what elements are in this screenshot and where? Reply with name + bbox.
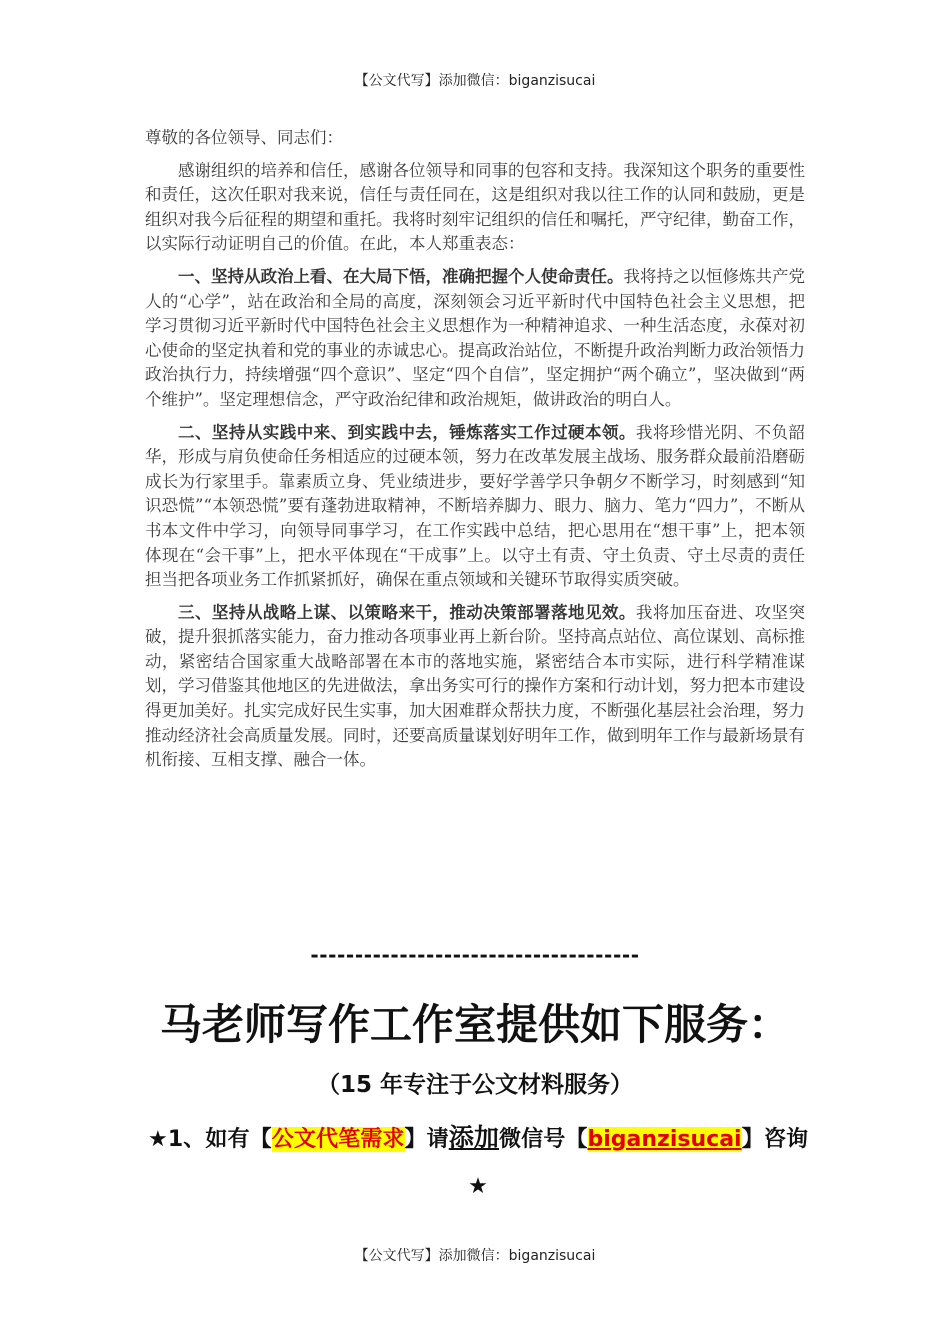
greeting: 尊敬的各位领导、同志们： — [145, 128, 343, 147]
promo-mid: 】请 — [404, 1127, 449, 1152]
promo-wechat: 微信号【 — [499, 1127, 588, 1152]
section-body: 我将珍惜光阴、不负韶华，形成与肩负使命任务相适应的过硬本领，努力在改革发展主战场、服务群众最前沿磨砺成长为行家里手。靠素质立身、凭业绩进步，要好学善学只争朝夕不断学习，时刻感到“知识恐慌”“本领恐慌”要有蓬勃进取精神，不断培养脚力、眼力、脑力、笔力“四力”，不断从书本文件中学习，向领导同事学习，在工作实践中总结，把心思用在“想干事”上，把本领体现在“会干事”上，把水平体现在“干成事”上。以守土有责、守土负责、守土尽责的责任担当把各项业务工作抓紧抓好，确保在重点领域和关键环节取得实质突破。 — [145, 422, 806, 590]
highlight-need: 公文代笔需求 — [271, 1127, 405, 1152]
section-lead: 二、坚持从实践中来、到实践中去，锤炼落实工作过硬本领。 — [178, 422, 636, 442]
page-footer: 【公文代写】添加微信：biganzisucai — [354, 1248, 596, 1264]
section-lead: 一、坚持从政治上看、在大局下悟，准确把握个人使命责任。 — [178, 266, 624, 286]
wechat-id-link[interactable]: biganzisucai — [587, 1127, 742, 1152]
section-body: 我将持之以恒修炼共产党人的“心学”，站在政治和全局的高度，深刻领会习近平新时代中国特色社会主义思想，把学习贯彻习近平新时代中国特色社会主义思想作为一种精神追求、一种生活态度，永葆对初心使命的坚定执着和党的事业的赤诚忠心。提高政治站位，不断提升政治判断力政治领悟力政治执行力，持续增强“四个意识”、坚定“四个自信”，坚定拥护“两个确立”，坚决做到“两个维护”。坚定理想信念，严守政治纪律和政治规矩，做讲政治的明白人。 — [145, 266, 805, 409]
section-paragraph-3 — [145, 601, 805, 773]
promo-prefix: ★1、如有【 — [148, 1127, 272, 1152]
promo-title: 马老师写作工作室提供如下服务： — [159, 1000, 790, 1049]
page-header: 【公文代写】添加微信：biganzisucai — [354, 73, 596, 89]
document-body — [145, 126, 805, 781]
divider-line: ------------------------------------- — [310, 943, 640, 967]
section-body: 我将加压奋进、攻坚突破，提升狠抓落实能力，奋力推动各项事业再上新台阶。坚持高点站位、高位谋划、高标推动，紧密结合国家重大战略部署在本市的落地实施，紧密结合本市实际，进行科学精准谋划，学习借鉴其他地区的先进做法，拿出务实可行的操作方案和行动计划，努力把本市建设得更加美好。扎实完成好民生实事，加大困难群众帮扶力度，不断强化基层社会治理，努力推动经济社会高质量发展。同时，还要高质量谋划好明年工作，做到明年工作与最新场景有机衔接、互相支撑、融合一体。 — [145, 602, 806, 770]
promo-subtitle: （15 年专注于公文材料服务） — [316, 1072, 633, 1098]
promo-add: 添加 — [448, 1123, 499, 1152]
section-paragraph-1 — [145, 265, 805, 413]
intro-paragraph: 感谢组织的培养和信任，感谢各位领导和同事的包容和支持。我深知这个职务的重要性和责任，这次任职对我来说，信任与责任同在，这是组织对我以往工作的认同和鼓励，更是组织对我今后征程的期望和重托。我将时刻牢记组织的信任和嘱托，严守纪律，勤奋工作，以实际行动证明自己的价值。在此，本人郑重表态： — [145, 160, 805, 254]
section-lead: 三、坚持从战略上谋、以策略来干，推动决策部署落地见效。 — [178, 602, 636, 622]
promo-suffix: 】咨询★ — [468, 1127, 808, 1199]
promo-contact-line — [148, 1114, 808, 1210]
section-paragraph-2 — [145, 421, 805, 593]
